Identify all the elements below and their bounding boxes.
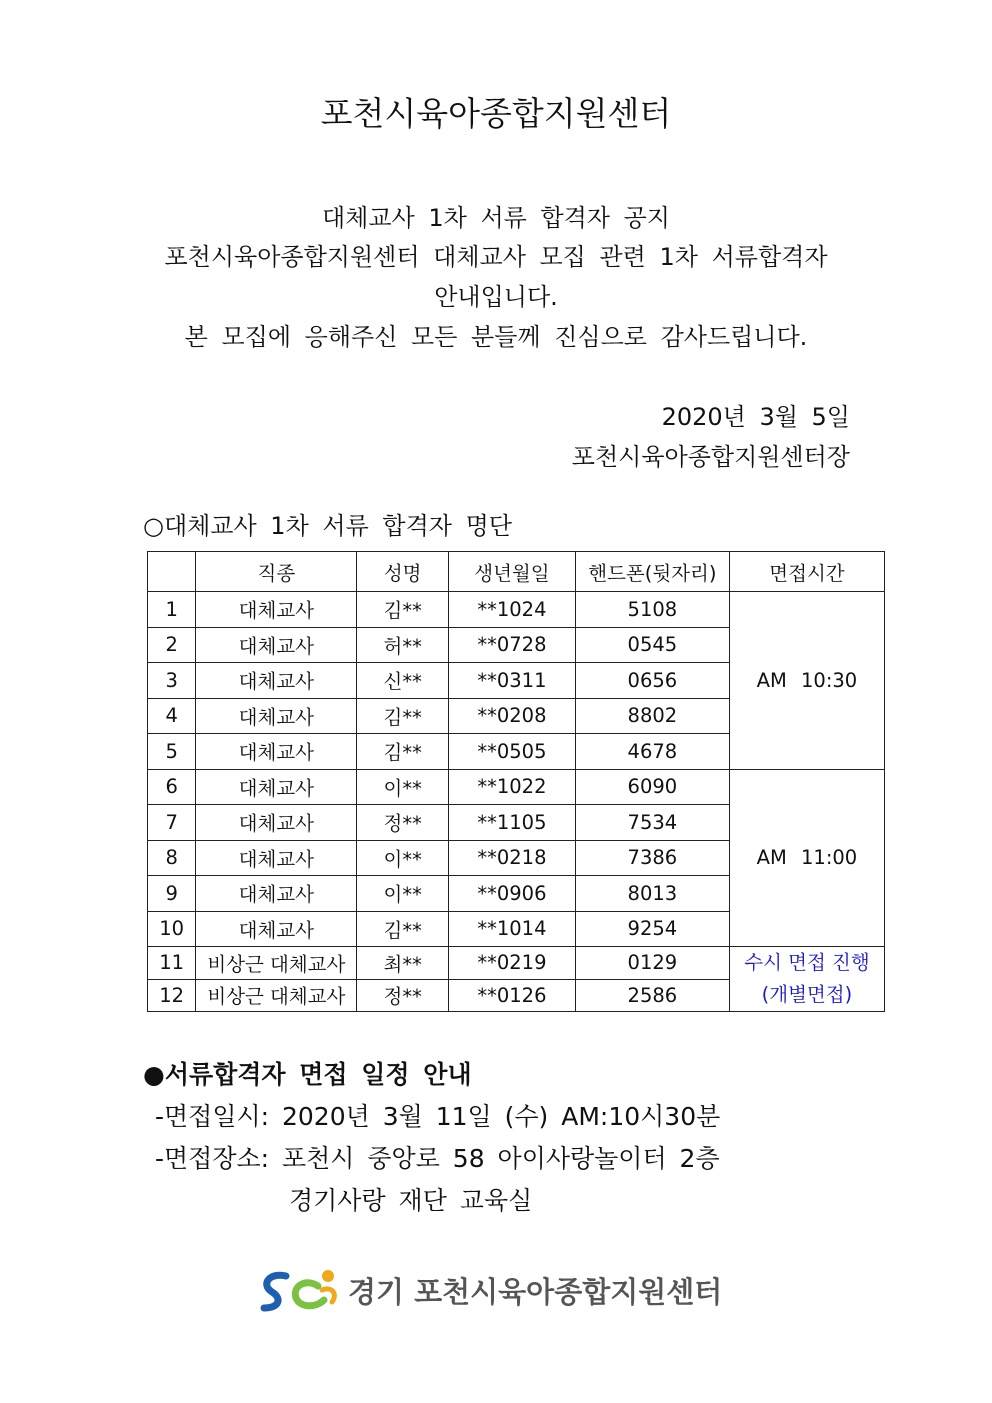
schedule-place-line2: 경기사랑 재단 교육실 (289, 1186, 533, 1215)
cell-phone: 7386 (575, 840, 729, 876)
cell-no: 12 (148, 979, 196, 1012)
cell-phone: 7534 (575, 805, 729, 841)
cell-name: 허** (357, 627, 449, 663)
cell-birth: **0728 (449, 627, 576, 663)
cell-job: 비상근 대체교사 (196, 979, 357, 1012)
cell-no: 9 (148, 876, 196, 912)
time-group-3-line1: 수시 면접 진행 (744, 951, 870, 974)
cell-phone: 4678 (575, 734, 729, 770)
schedule-date-line (155, 1097, 720, 1133)
cell-job: 대체교사 (196, 663, 357, 699)
cell-no: 6 (148, 769, 196, 805)
column-header-time: 면접시간 (729, 552, 884, 592)
schedule-date-value: 2020년 3월 11일 (수) AM:10시30분 (282, 1102, 721, 1131)
bullet-icon: ● (143, 1060, 165, 1089)
applicant-table (147, 551, 885, 1012)
cell-phone: 2586 (575, 979, 729, 1012)
cell-phone: 5108 (575, 592, 729, 628)
footer-logo-text: 경기 포천시육아종합지원센터 (348, 1275, 723, 1309)
cell-no: 2 (148, 627, 196, 663)
cell-phone: 0545 (575, 627, 729, 663)
cell-phone: 8013 (575, 876, 729, 912)
table-row (148, 592, 885, 628)
interview-time-group-1: AM 10:30 (729, 592, 884, 770)
cell-phone: 6090 (575, 769, 729, 805)
cell-name: 김** (357, 734, 449, 770)
column-header-job: 직종 (196, 552, 357, 592)
column-header-no (148, 552, 196, 592)
cell-job: 대체교사 (196, 805, 357, 841)
time-group-3-line2: (개별면접) (761, 983, 853, 1006)
interview-time-group-3 (729, 947, 884, 1012)
cell-birth: **0505 (449, 734, 576, 770)
cell-job: 대체교사 (196, 876, 357, 912)
column-header-phone: 핸드폰(뒷자리) (575, 552, 729, 592)
cell-name: 김** (357, 592, 449, 628)
table-row (148, 769, 885, 805)
center-logo-icon (256, 1266, 346, 1316)
cell-name: 이** (357, 769, 449, 805)
page-title: 포천시육아종합지원센터 (320, 94, 672, 133)
cell-no: 11 (148, 947, 196, 980)
cell-name: 정** (357, 979, 449, 1012)
cell-name: 김** (357, 698, 449, 734)
cell-no: 8 (148, 840, 196, 876)
cell-name: 최** (357, 947, 449, 980)
cell-job: 대체교사 (196, 911, 357, 947)
cell-birth: **0311 (449, 663, 576, 699)
table-row (148, 947, 885, 980)
cell-job: 대체교사 (196, 592, 357, 628)
schedule-place-value: 포천시 중앙로 58 아이사랑놀이터 2층 (282, 1144, 720, 1173)
cell-birth: **1105 (449, 805, 576, 841)
notice-signer: 포천시육아종합지원센터장 (571, 443, 850, 471)
cell-phone: 0656 (575, 663, 729, 699)
footer-logo (256, 1266, 746, 1316)
schedule-place-label: -면접장소: (155, 1144, 270, 1173)
cell-job: 대체교사 (196, 840, 357, 876)
notice-heading: 대체교사 1차 서류 합격자 공지 (322, 204, 670, 232)
column-header-birth: 생년월일 (449, 552, 576, 592)
cell-no: 3 (148, 663, 196, 699)
cell-job: 대체교사 (196, 769, 357, 805)
cell-birth: **1014 (449, 911, 576, 947)
schedule-heading (143, 1055, 472, 1091)
list-title: ○대체교사 1차 서류 합격자 명단 (143, 512, 512, 540)
cell-job: 비상근 대체교사 (196, 947, 357, 980)
notice-line: 안내입니다. (434, 283, 558, 311)
cell-no: 7 (148, 805, 196, 841)
cell-job: 대체교사 (196, 627, 357, 663)
cell-birth: **1024 (449, 592, 576, 628)
interview-time-group-2: AM 11:00 (729, 769, 884, 947)
notice-line: 본 모집에 응해주신 모든 분들께 진심으로 감사드립니다. (184, 323, 808, 351)
notice-line: 포천시육아종합지원센터 대체교사 모집 관련 1차 서류합격자 (164, 243, 828, 271)
cell-birth: **0126 (449, 979, 576, 1012)
schedule-date-label: -면접일시: (155, 1102, 270, 1131)
cell-name: 김** (357, 911, 449, 947)
cell-no: 4 (148, 698, 196, 734)
cell-name: 신** (357, 663, 449, 699)
notice-date: 2020년 3월 5일 (661, 403, 850, 431)
cell-phone: 8802 (575, 698, 729, 734)
cell-phone: 0129 (575, 947, 729, 980)
cell-birth: **0906 (449, 876, 576, 912)
cell-birth: **1022 (449, 769, 576, 805)
cell-birth: **0219 (449, 947, 576, 980)
cell-no: 10 (148, 911, 196, 947)
cell-no: 5 (148, 734, 196, 770)
cell-no: 1 (148, 592, 196, 628)
cell-job: 대체교사 (196, 698, 357, 734)
cell-name: 이** (357, 840, 449, 876)
cell-name: 정** (357, 805, 449, 841)
column-header-name: 성명 (357, 552, 449, 592)
cell-job: 대체교사 (196, 734, 357, 770)
cell-birth: **0218 (449, 840, 576, 876)
cell-phone: 9254 (575, 911, 729, 947)
cell-name: 이** (357, 876, 449, 912)
schedule-place-line (155, 1139, 720, 1175)
table-header-row (148, 552, 885, 592)
cell-birth: **0208 (449, 698, 576, 734)
schedule-heading-text: 서류합격자 면접 일정 안내 (164, 1060, 472, 1089)
